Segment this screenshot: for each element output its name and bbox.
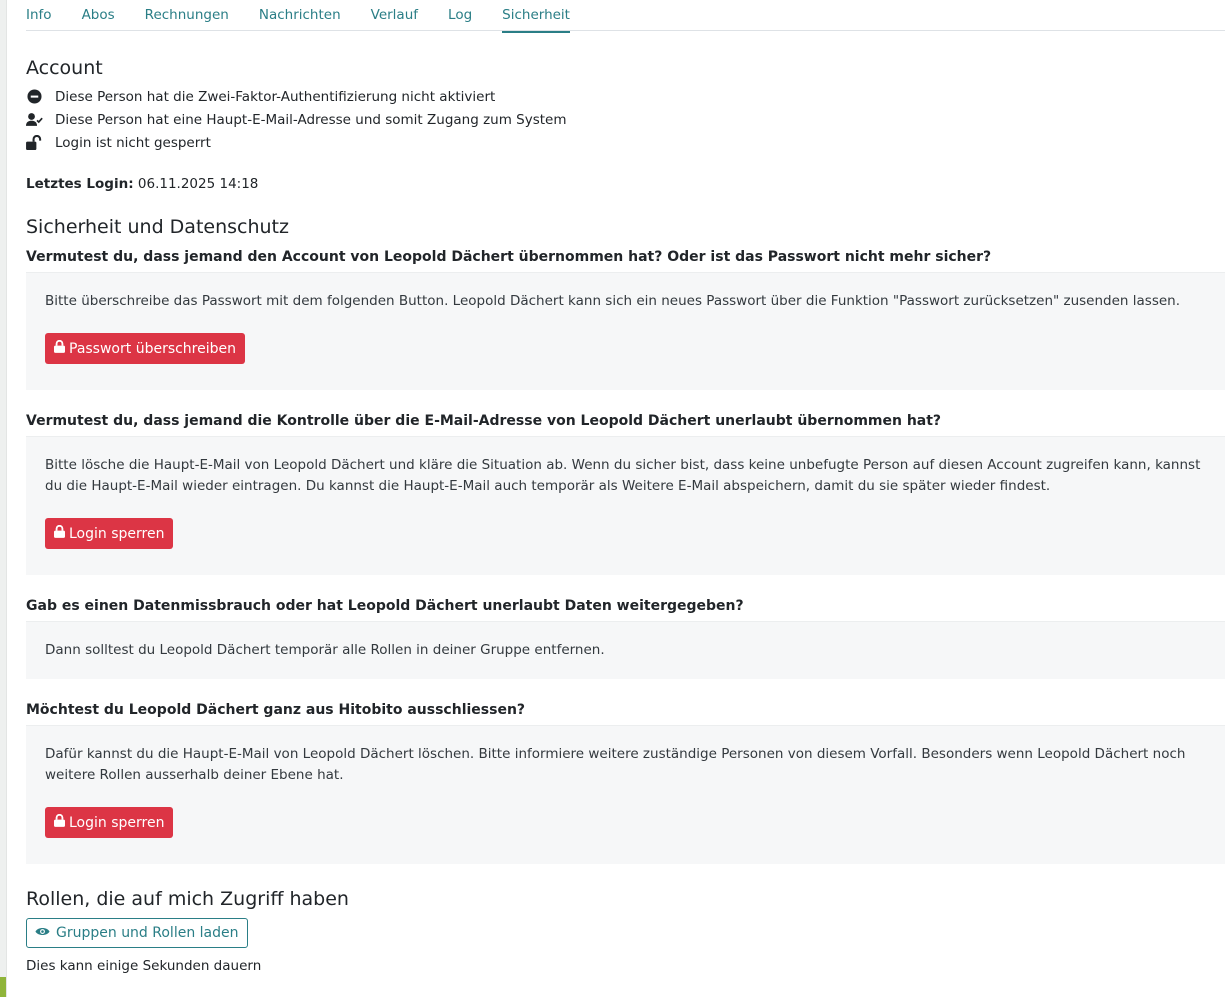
- status-email: [26, 108, 1225, 131]
- status-login: [26, 131, 1225, 154]
- lock-login-label-2: Login sperren: [69, 814, 165, 831]
- question-exclude: Möchtest du Leopold Dächert ganz aus Hitobito ausschliessen?: [26, 702, 526, 718]
- load-roles-label: Gruppen und Rollen laden: [56, 925, 239, 941]
- tab-rechnungen[interactable]: Rechnungen: [144, 7, 229, 23]
- card-exclude-text: Dafür kannst du die Haupt-E-Mail von Leopold Dächert löschen. Bitte informiere weitere zuständige Personen von diesem Vorfall. Besonders wenn Leopold Dächert noch weitere Rollen ausserhalb deiner Ebene hat.: [45, 746, 1186, 783]
- card-data-misuse-text: Dann solltest du Leopold Dächert temporär alle Rollen in deiner Gruppe entfernen.: [45, 642, 605, 658]
- security-heading: Sicherheit und Datenschutz: [26, 216, 289, 238]
- account-status-list: [26, 85, 1225, 154]
- lock-icon: [54, 814, 65, 831]
- lock-login-label: Login sperren: [69, 525, 165, 542]
- status-login-text: Login ist nicht gesperrt: [55, 134, 211, 151]
- tab-sicherheit[interactable]: Sicherheit: [502, 0, 570, 33]
- status-2fa-text: Diese Person hat die Zwei-Faktor-Authentifizierung nicht aktiviert: [55, 88, 496, 105]
- card-account-takeover-text: Bitte überschreibe das Passwort mit dem folgenden Button. Leopold Dächert kann sich ein neues Passwort über die Funktion "Passwort zurücksetzen" zusenden lassen.: [45, 293, 1181, 309]
- user-check-icon: [26, 111, 43, 128]
- roles-heading: Rollen, die auf mich Zugriff haben: [26, 888, 349, 910]
- lock-icon: [54, 340, 65, 357]
- last-login-value: 06.11.2025 14:18: [137, 176, 259, 192]
- card-email-takeover: [26, 436, 1225, 575]
- tab-info[interactable]: Info: [26, 7, 52, 23]
- load-roles-button[interactable]: [26, 918, 248, 948]
- question-email-takeover: Vermutest du, dass jemand die Kontrolle über die E-Mail-Adresse von Leopold Dächert unerlaubt übernommen hat?: [26, 413, 942, 429]
- overwrite-password-label: Passwort überschreiben: [69, 340, 237, 357]
- card-data-misuse: [26, 621, 1225, 679]
- unlock-icon: [26, 134, 43, 151]
- last-login-label: Letztes Login:: [26, 176, 134, 192]
- tab-log[interactable]: Log: [448, 7, 473, 23]
- card-email-takeover-text: Bitte lösche die Haupt-E-Mail von Leopold Dächert und kläre die Situation ab. Wenn du sicher bist, dass keine unbefugte Person auf diesen Account zugreifen kann, kannst du die Haupt-E-Mail wieder eintragen. Du kannst die Haupt-E-Mail auch temporär als Weitere E-Mail abspeichern, damit du sie später wieder findest.: [45, 457, 1201, 494]
- tab-bar: [26, 0, 1225, 31]
- card-exclude: [26, 725, 1225, 864]
- main-content: [26, 0, 1225, 974]
- last-login: [26, 174, 1225, 194]
- account-heading: Account: [26, 57, 103, 79]
- eye-icon: [35, 925, 50, 941]
- tab-abos[interactable]: Abos: [81, 7, 115, 23]
- lock-login-button[interactable]: [45, 518, 173, 549]
- minus-circle-icon: [26, 88, 43, 105]
- question-data-misuse: Gab es einen Datenmissbrauch oder hat Leopold Dächert unerlaubt Daten weitergegeben?: [26, 598, 744, 614]
- lock-login-button-2[interactable]: [45, 807, 173, 838]
- tab-nachrichten[interactable]: Nachrichten: [258, 7, 341, 23]
- sidebar-accent: [0, 977, 6, 997]
- card-account-takeover: [26, 272, 1225, 390]
- status-email-text: Diese Person hat eine Haupt-E-Mail-Adresse und somit Zugang zum System: [55, 111, 567, 128]
- tab-verlauf[interactable]: Verlauf: [370, 7, 419, 23]
- left-sidebar-edge: [0, 0, 7, 997]
- question-account-takeover: Vermutest du, dass jemand den Account von Leopold Dächert übernommen hat? Oder ist das Passwort nicht mehr sicher?: [26, 249, 992, 265]
- roles-hint: Dies kann einige Sekunden dauern: [26, 958, 262, 974]
- overwrite-password-button[interactable]: [45, 333, 245, 364]
- status-2fa: [26, 85, 1225, 108]
- lock-icon: [54, 525, 65, 542]
